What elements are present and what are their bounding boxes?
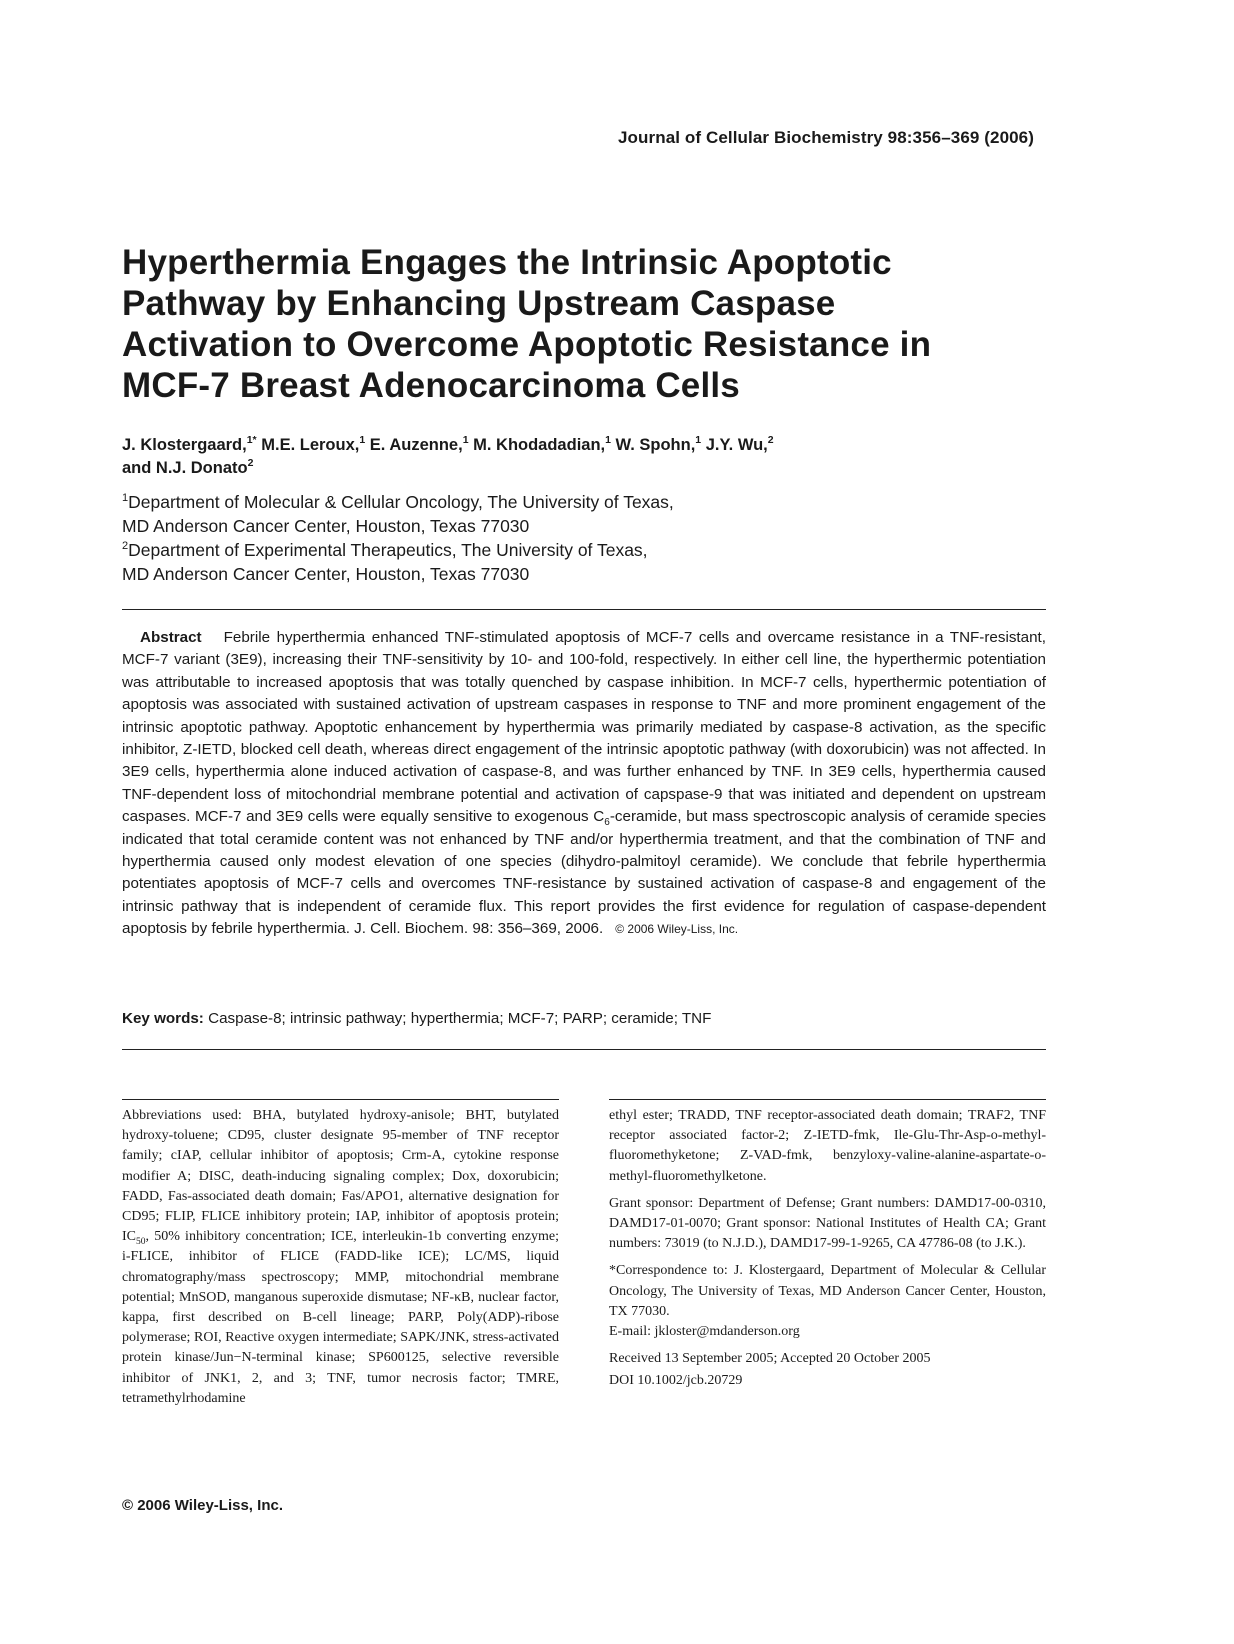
author-affiliation-mark: 1: [605, 434, 611, 446]
author-name: E. Auzenne,: [365, 436, 463, 454]
article-title: [122, 242, 1022, 406]
author-line: [122, 434, 1022, 457]
affiliation-text: Department of Molecular & Cellular Oncology, The University of Texas,: [128, 492, 674, 512]
author-affiliation-mark: 1: [359, 434, 366, 446]
author-affiliation-mark: 2: [767, 434, 774, 446]
abbreviations-subscript: 50: [136, 1237, 146, 1248]
footnote-rule-left: [122, 1099, 559, 1100]
affiliation-mark: 2: [122, 540, 129, 552]
footnotes-right-column: [609, 1106, 1046, 1399]
grant-footnote: Grant sponsor: Department of Defense; Grant numbers: DAMD17-00-0310, DAMD17-01-0070; Grant sponsor: National Institutes of Health CA; Grant numbers: 73019 (to N.J.D.), DAMD17-99-1-9265, CA 47786-08 (to J.K.).: [609, 1195, 1046, 1252]
abbreviations-text: , 50% inhibitory concentration; ICE, interleukin-1b converting enzyme; i-FLICE, inhibitor of FLICE (FADD-like ICE); LC/MS, liquid chromatography/mass spectroscopy; MMP, mitochondrial membrane potential; MnSOD, manganous superoxide dismutase; NF-κB, nuclear factor, kappa, first described on B-cell lineage; PARP, Poly(ADP)-ribose polymerase; ROI, Reactive oxygen intermediate; SAPK/JNK, stress-activated protein kinase/Jun−N-terminal kinase; SP600125, selective reversible inhibitor of JNK1, 2, and 3; TNF, tumor necrosis factor; TMRE, tetramethylrhodamine: [122, 1229, 559, 1406]
keywords: [122, 1008, 1046, 1030]
author-affiliation-mark: 1: [462, 434, 469, 446]
abbreviations-text: Abbreviations used: BHA, butylated hydroxy-anisole; BHT, butylated hydroxy-toluene; CD95, cluster designate 95-member of TNF receptor family; cIAP, cellular inhibitor of apoptosis; Crm-A, cytokine response modifier A; DISC, death-inducing signaling complex; Dox, doxorubicin; FADD, Fas-associated death domain; Fas/APO1, alternative designation for CD95; FLIP, FLICE inhibitory protein; IAP, inhibitor of apoptosis protein; IC: [122, 1108, 559, 1245]
author-affiliation-mark: 1*: [246, 434, 257, 446]
keywords-text: Caspase-8; intrinsic pathway; hyperthermia; MCF-7; PARP; ceramide; TNF: [208, 1010, 712, 1027]
doi[interactable]: DOI 10.1002/jcb.20729: [609, 1373, 743, 1389]
author-name: J.Y. Wu,: [701, 436, 768, 454]
affiliation-text: Department of Experimental Therapeutics, The University of Texas,: [128, 540, 648, 560]
abstract-text: Febrile hyperthermia enhanced TNF-stimulated apoptosis of MCF-7 cells and overcame resistance in a TNF-resistant, MCF-7 variant (3E9), increasing their TNF-sensitivity by 10- and 100-fold, respectively. In either cell line, the hyperthermic potentiation was attributable to increased apoptosis that was totally quenched by caspase inhibition. In MCF-7 cells, hyperthermic potentiation of apoptosis was associated with sustained activation of upstream caspases in response to TNF and more prominent engagement of the intrinsic apoptotic pathway. Apoptotic enhancement by hyperthermia was primarily mediated by caspase-8 activation, as the specific inhibitor, Z-IETD, blocked cell death, whereas direct engagement of the intrinsic apoptotic pathway (with doxorubicin) was not affected. In 3E9 cells, hyperthermia alone induced activation of caspase-8, and was further enhanced by TNF. In 3E9 cells, hyperthermia caused TNF-dependent loss of mitochondrial membrane potential and activation of capspase-9 that was initiated and dependent on upstream caspases. MCF-7 and 3E9 cells were equally sensitive to exogenous C: [122, 629, 1046, 826]
title-line: MCF-7 Breast Adenocarcinoma Cells: [122, 366, 740, 405]
author-affiliation-mark: 1: [695, 434, 702, 446]
affiliation-line: [122, 538, 1022, 562]
divider-bottom: [122, 1049, 1046, 1050]
title-line: Hyperthermia Engages the Intrinsic Apoptotic: [122, 243, 892, 282]
author-list: [122, 434, 1022, 480]
affiliation-line: MD Anderson Cancer Center, Houston, Texas 77030: [122, 564, 530, 584]
title-line: Pathway by Enhancing Upstream Caspase: [122, 284, 836, 323]
affiliation-line: MD Anderson Cancer Center, Houston, Texas 77030: [122, 516, 530, 536]
abstract: [122, 627, 1046, 941]
abstract-subscript: 6: [604, 817, 610, 829]
author-name: and N.J. Donato: [122, 459, 248, 477]
affiliation-mark: 1: [122, 492, 129, 504]
author-name: M. Khodadadian,: [468, 436, 606, 454]
correspondence-footnote: [609, 1261, 1046, 1342]
divider-top: [122, 609, 1046, 610]
author-name: J. Klostergaard,: [122, 436, 247, 454]
correspondence-email[interactable]: E-mail: jkloster@mdanderson.org: [609, 1324, 800, 1340]
abstract-text: -ceramide, but mass spectroscopic analysis of ceramide species indicated that total ceramide content was not enhanced by TNF and/or hyperthermia treatment, and that the combination of TNF and hyperthermia caused only modest elevation of one species (dihydro-palmitoyl ceramide). We conclude that febrile hyperthermia potentiates apoptosis of MCF-7 cells and overcomes TNF-resistance by sustained activation of caspase-8 and engagement of the intrinsic pathway that is independent of ceramide flux. This report provides the first evidence for regulation of caspase-dependent apoptosis by febrile hyperthermia. J. Cell. Biochem. 98: 356–369, 2006.: [122, 808, 1046, 938]
journal-header: Journal of Cellular Biochemistry 98:356–369 (2006): [617, 128, 1034, 147]
author-line: [122, 457, 1022, 480]
received-date: Received 13 September 2005; Accepted 20 October 2005: [609, 1351, 931, 1367]
abbreviations-continued: ethyl ester; TRADD, TNF receptor-associated death domain; TRAF2, TNF receptor associated factor-2; Z-IETD-fmk, Ile-Glu-Thr-Asp-o-methyl-fluoromethyketone; Z-VAD-fmk, benzyloxy-valine-alanine-aspartate-o-methyl-fluoromethylketone.: [609, 1108, 1046, 1184]
abstract-label: Abstract: [140, 629, 202, 646]
affiliations: [122, 490, 1022, 586]
abbreviations-footnote: [122, 1106, 559, 1409]
footer-copyright: © 2006 Wiley-Liss, Inc.: [122, 1497, 283, 1514]
author-name: M.E. Leroux,: [256, 436, 360, 454]
keywords-label: Key words:: [122, 1010, 204, 1027]
abstract-copyright: © 2006 Wiley-Liss, Inc.: [615, 922, 739, 937]
affiliation-line: [122, 490, 1022, 514]
author-name: W. Spohn,: [610, 436, 696, 454]
title-line: Activation to Overcome Apoptotic Resistance in: [122, 325, 932, 364]
correspondence-text: *Correspondence to: J. Klostergaard, Department of Molecular & Cellular Oncology, The University of Texas, MD Anderson Cancer Center, Houston, TX 77030.: [609, 1263, 1046, 1319]
footnote-rule-right: [609, 1099, 1046, 1100]
author-affiliation-mark: 2: [247, 457, 254, 469]
